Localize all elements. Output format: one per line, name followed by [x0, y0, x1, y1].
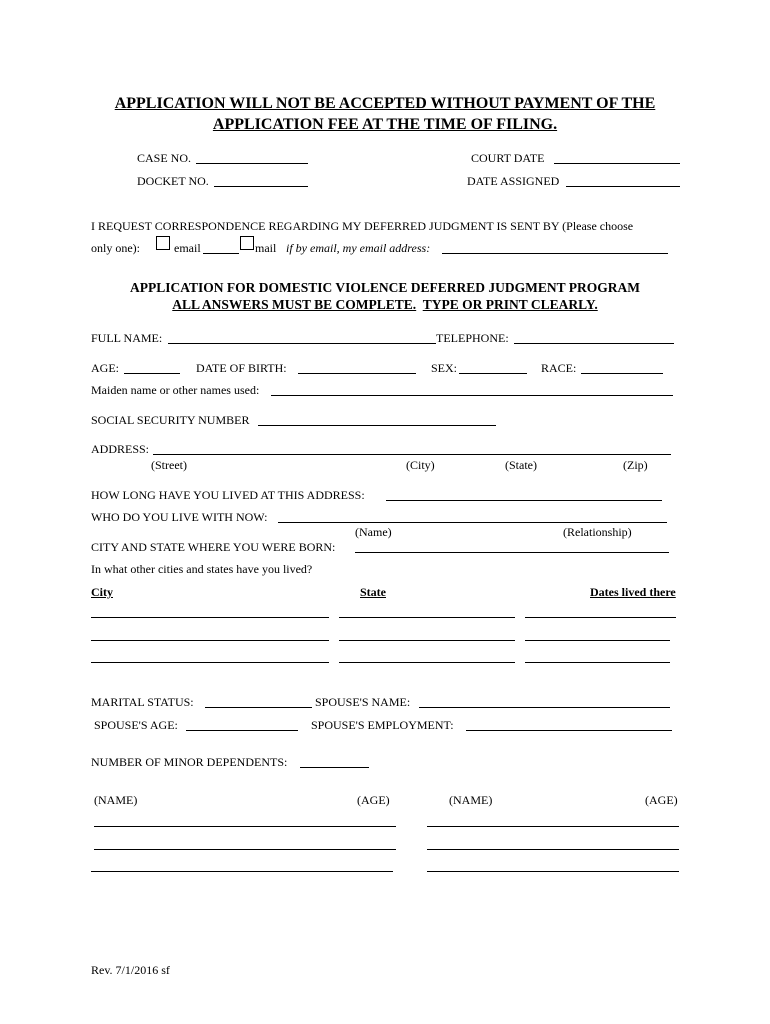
- state-sublabel: (State): [505, 458, 537, 472]
- dependent-row-3-left-field[interactable]: [91, 871, 393, 872]
- city-column-header: City: [91, 585, 113, 599]
- address-label: ADDRESS:: [91, 442, 150, 456]
- email-option-label: email: [174, 241, 201, 255]
- age-field[interactable]: [124, 373, 180, 374]
- case-no-field[interactable]: [196, 163, 308, 164]
- revision-footer: Rev. 7/1/2016 sf: [91, 963, 170, 977]
- city-row-2-field[interactable]: [91, 640, 329, 641]
- maiden-name-label: Maiden name or other names used:: [91, 383, 260, 397]
- dates-column-header: Dates lived there: [590, 585, 676, 599]
- dependent-row-2-left-field[interactable]: [94, 849, 396, 850]
- city-row-1-field[interactable]: [91, 617, 329, 618]
- dependent-row-2-right-field[interactable]: [427, 849, 679, 850]
- court-date-label: COURT DATE: [471, 151, 545, 165]
- dob-label: DATE OF BIRTH:: [196, 361, 287, 375]
- court-date-field[interactable]: [554, 163, 680, 164]
- dependent-row-3-right-field[interactable]: [427, 871, 679, 872]
- spouse-name-field[interactable]: [419, 707, 670, 708]
- email-blank: [203, 253, 239, 254]
- how-long-label: HOW LONG HAVE YOU LIVED AT THIS ADDRESS:: [91, 488, 365, 502]
- how-long-field[interactable]: [386, 500, 662, 501]
- docket-no-field[interactable]: [214, 186, 308, 187]
- docket-no-label: DOCKET NO.: [137, 174, 209, 188]
- state-column-header: State: [360, 585, 386, 599]
- marital-status-field[interactable]: [205, 707, 312, 708]
- state-row-1-field[interactable]: [339, 617, 515, 618]
- spouse-employment-label: SPOUSE'S EMPLOYMENT:: [311, 718, 454, 732]
- maiden-name-field[interactable]: [271, 395, 673, 396]
- born-label: CITY AND STATE WHERE YOU WERE BORN:: [91, 540, 336, 554]
- born-field[interactable]: [355, 552, 669, 553]
- dependent-row-1-left-field[interactable]: [94, 826, 396, 827]
- state-row-2-field[interactable]: [339, 640, 515, 641]
- street-sublabel: (Street): [151, 458, 187, 472]
- dependent-age-header-2: (AGE): [645, 793, 678, 807]
- program-title: APPLICATION FOR DOMESTIC VIOLENCE DEFERRED JUDGMENT PROGRAM: [129, 280, 641, 295]
- spouse-age-label: SPOUSE'S AGE:: [94, 718, 178, 732]
- spouse-age-field[interactable]: [186, 730, 298, 731]
- sex-label: SEX:: [431, 361, 458, 375]
- zip-sublabel: (Zip): [623, 458, 648, 472]
- full-name-field[interactable]: [168, 343, 436, 344]
- who-live-with-field[interactable]: [278, 522, 667, 523]
- race-label: RACE:: [541, 361, 577, 375]
- ssn-label: SOCIAL SECURITY NUMBER: [91, 413, 250, 427]
- mail-option-label: mail: [255, 241, 277, 255]
- full-name-label: FULL NAME:: [91, 331, 163, 345]
- dates-row-2-field[interactable]: [525, 640, 670, 641]
- dependent-name-header-1: (NAME): [94, 793, 138, 807]
- program-subtitle: [0, 297, 770, 313]
- dependent-age-header-1: (AGE): [357, 793, 390, 807]
- telephone-field[interactable]: [514, 343, 674, 344]
- date-assigned-label: DATE ASSIGNED: [467, 174, 560, 188]
- type-print-text: TYPE OR PRINT CLEARLY.: [422, 297, 598, 312]
- case-no-label: CASE NO.: [137, 151, 192, 165]
- title-line-2: APPLICATION FEE AT THE TIME OF FILING.: [212, 116, 558, 133]
- only-one-label: only one):: [91, 241, 140, 255]
- dates-row-3-field[interactable]: [525, 662, 670, 663]
- relationship-sublabel: (Relationship): [563, 525, 632, 539]
- state-row-3-field[interactable]: [339, 662, 515, 663]
- telephone-label: TELEPHONE:: [436, 331, 509, 345]
- race-field[interactable]: [581, 373, 663, 374]
- name-sublabel: (Name): [355, 525, 392, 539]
- city-row-3-field[interactable]: [91, 662, 329, 663]
- dates-row-1-field[interactable]: [525, 617, 676, 618]
- marital-status-label: MARITAL STATUS:: [91, 695, 194, 709]
- who-live-with-label: WHO DO YOU LIVE WITH NOW:: [91, 510, 268, 524]
- email-address-field[interactable]: [442, 253, 668, 254]
- all-answers-text: ALL ANSWERS MUST BE COMPLETE.: [172, 297, 417, 312]
- mail-checkbox[interactable]: [240, 236, 254, 250]
- other-cities-label: In what other cities and states have you lived?: [91, 562, 313, 576]
- age-label: AGE:: [91, 361, 119, 375]
- title-line-1: APPLICATION WILL NOT BE ACCEPTED WITHOUT PAYMENT OF THE: [114, 95, 656, 112]
- dependent-name-header-2: (NAME): [449, 793, 493, 807]
- sex-field[interactable]: [459, 373, 527, 374]
- dob-field[interactable]: [298, 373, 416, 374]
- minor-dependents-field[interactable]: [300, 767, 369, 768]
- dependent-row-1-right-field[interactable]: [427, 826, 679, 827]
- date-assigned-field[interactable]: [566, 186, 680, 187]
- email-checkbox[interactable]: [156, 236, 170, 250]
- address-field[interactable]: [153, 454, 671, 455]
- spouse-employment-field[interactable]: [466, 730, 672, 731]
- city-sublabel: (City): [406, 458, 435, 472]
- ssn-field[interactable]: [258, 425, 496, 426]
- spouse-name-label: SPOUSE'S NAME:: [315, 695, 411, 709]
- correspondence-line: I REQUEST CORRESPONDENCE REGARDING MY DEFERRED JUDGMENT IS SENT BY (Please choose: [91, 219, 634, 233]
- minor-dependents-label: NUMBER OF MINOR DEPENDENTS:: [91, 755, 288, 769]
- if-email-label: if by email, my email address:: [286, 241, 431, 255]
